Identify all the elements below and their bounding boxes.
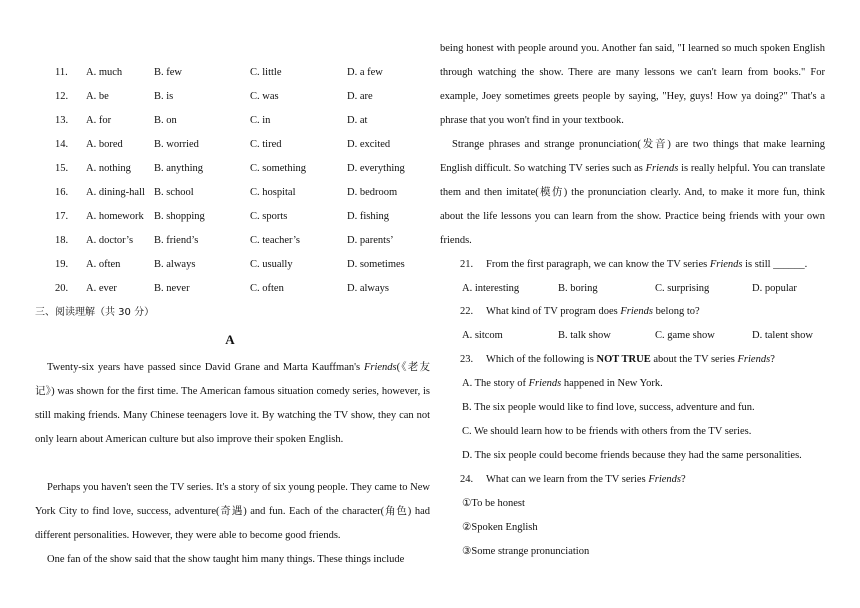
question-number: 18.: [55, 235, 69, 246]
option-row: [30, 232, 430, 250]
question-text: What kind of TV program does Friends belong to?: [486, 306, 700, 317]
option-b[interactable]: B. boring: [558, 283, 598, 294]
option-row: [30, 256, 430, 274]
question-number: 16.: [55, 187, 69, 198]
question-number: 19.: [55, 259, 69, 270]
option-c[interactable]: C. teacher’s: [250, 235, 300, 246]
option-c[interactable]: C. hospital: [250, 187, 296, 198]
left-column: [30, 0, 430, 608]
option-a[interactable]: A. doctor’s: [86, 235, 134, 246]
option-c[interactable]: C. surprising: [655, 283, 710, 294]
question-number: 17.: [55, 211, 69, 222]
option-b[interactable]: B. anything: [154, 163, 203, 174]
question-text: What can we learn from the TV series Friends?: [486, 474, 686, 485]
question-24: [460, 468, 840, 492]
option-a[interactable]: A. ever: [86, 283, 117, 294]
question-number: 23.: [460, 354, 474, 365]
right-column: [440, 0, 840, 608]
option-row: [30, 184, 430, 202]
option-c[interactable]: C. tired: [250, 139, 282, 150]
option-a[interactable]: A. bored: [86, 139, 123, 150]
question-text: Which of the following is NOT TRUE about the TV series Friends?: [486, 354, 775, 365]
option-c[interactable]: C. something: [250, 163, 307, 174]
question-22: [460, 300, 840, 324]
question-24-item-3: ③Some strange pronunciation: [462, 546, 590, 557]
option-d[interactable]: D. talent show: [752, 330, 813, 341]
option-b[interactable]: B. friend’s: [154, 235, 199, 246]
option-a[interactable]: A. be: [86, 91, 109, 102]
option-d[interactable]: D. fishing: [347, 211, 389, 222]
option-c[interactable]: C. usually: [250, 259, 293, 270]
question-21: [460, 253, 840, 277]
option-b[interactable]: B. few: [154, 67, 182, 78]
option-row: [30, 208, 430, 226]
passage-letter: A: [225, 332, 235, 347]
question-22-options: [462, 324, 842, 348]
option-a[interactable]: A. for: [86, 115, 112, 126]
question-21-options: [462, 277, 842, 301]
option-d[interactable]: D. a few: [347, 67, 383, 78]
option-a[interactable]: A. dining-hall: [86, 187, 145, 198]
option-a[interactable]: A. much: [86, 67, 123, 78]
option-a[interactable]: A. homework: [86, 211, 144, 222]
question-number: 20.: [55, 283, 69, 294]
option-d[interactable]: D. bedroom: [347, 187, 398, 198]
option-c[interactable]: C. in: [250, 115, 271, 126]
option-row: [30, 88, 430, 106]
option-row: [30, 160, 430, 178]
option-c[interactable]: C. game show: [655, 330, 715, 341]
passage-paragraph-3-start: One fan of the show said that the show taught him many things. These things include: [47, 554, 405, 565]
passage-paragraph-1: Twenty-six years have passed since David Grane and Marta Kauffman's Friends(《老友记》) was shown for the first time. The American famous situation comedy series, however, is still making friends. Many Chinese teenagers love it. By watching the TV show, they can not only learn about American culture but also improve their spoken English.: [35, 362, 431, 445]
question-number: 12.: [55, 91, 69, 102]
option-row: [30, 112, 430, 130]
question-24-item-1: ①To be honest: [462, 498, 525, 509]
option-b[interactable]: B. never: [154, 283, 190, 294]
option-c[interactable]: C. often: [250, 283, 284, 294]
option-a[interactable]: A. interesting: [462, 283, 520, 294]
question-23-option-a[interactable]: A. The story of Friends happened in New York.: [462, 378, 663, 389]
option-d[interactable]: D. sometimes: [347, 259, 405, 270]
question-24-item-2: ②Spoken English: [462, 522, 538, 533]
question-23-option-b[interactable]: B. The six people would like to find love, success, adventure and fun.: [462, 402, 755, 413]
option-row: [30, 280, 430, 298]
option-a[interactable]: A. sitcom: [462, 330, 503, 341]
question-text: From the first paragraph, we can know the TV series Friends is still ______.: [486, 259, 808, 270]
question-number: 24.: [460, 474, 474, 485]
option-b[interactable]: B. talk show: [558, 330, 611, 341]
option-b[interactable]: B. shopping: [154, 211, 205, 222]
passage-paragraph-3-continued: being honest with people around you. Another fan said, "I learned so much spoken English through watching the show. There are many lessons we can't learn from books." For example, Joey sometimes greets people by saying, "Hey, guys! How ya doing?" That's a phrase that you won't find in your textbook.: [440, 43, 825, 126]
question-23-option-d[interactable]: D. The six people could become friends because they had the same personalities.: [462, 450, 802, 461]
option-d[interactable]: D. excited: [347, 139, 391, 150]
option-b[interactable]: B. worried: [154, 139, 199, 150]
section-title: 三、阅读理解（共 30 分）: [35, 307, 155, 318]
option-row: [30, 64, 430, 82]
passage-paragraph-2: Perhaps you haven't seen the TV series. It's a story of six young people. They came to New York City to find love, success, adventure(奇遇) and fun. Each of the character(角色) had different personalities. However, they were able to become good friends.: [35, 482, 430, 541]
option-row: [30, 136, 430, 154]
option-d[interactable]: D. are: [347, 91, 373, 102]
option-d[interactable]: D. always: [347, 283, 389, 294]
question-number: 22.: [460, 306, 474, 317]
option-c[interactable]: C. was: [250, 91, 279, 102]
option-d[interactable]: D. at: [347, 115, 368, 126]
option-d[interactable]: D. popular: [752, 283, 797, 294]
option-b[interactable]: B. on: [154, 115, 177, 126]
option-c[interactable]: C. sports: [250, 211, 288, 222]
option-b[interactable]: B. always: [154, 259, 196, 270]
option-c[interactable]: C. little: [250, 67, 282, 78]
option-d[interactable]: D. everything: [347, 163, 405, 174]
question-number: 13.: [55, 115, 69, 126]
passage-paragraph-4: Strange phrases and strange pronunciation(发音) are two things that make learning English difficult. So watching TV series such as Friends is really helpful. You can translate them and then imitate(模仿) the pronunciation clearly. And, to make it more fun, think about the life lessons you can learn from the show. Practice being friends with your own friends.: [440, 139, 825, 246]
question-number: 11.: [55, 67, 68, 78]
option-a[interactable]: A. nothing: [86, 163, 131, 174]
option-b[interactable]: B. school: [154, 187, 194, 198]
option-a[interactable]: A. often: [86, 259, 121, 270]
option-b[interactable]: B. is: [154, 91, 174, 102]
question-number: 21.: [460, 259, 474, 270]
question-number: 14.: [55, 139, 69, 150]
question-number: 15.: [55, 163, 69, 174]
question-23-option-c[interactable]: C. We should learn how to be friends with others from the TV series.: [462, 426, 752, 437]
option-d[interactable]: D. parents’: [347, 235, 394, 246]
question-23: [460, 348, 840, 372]
